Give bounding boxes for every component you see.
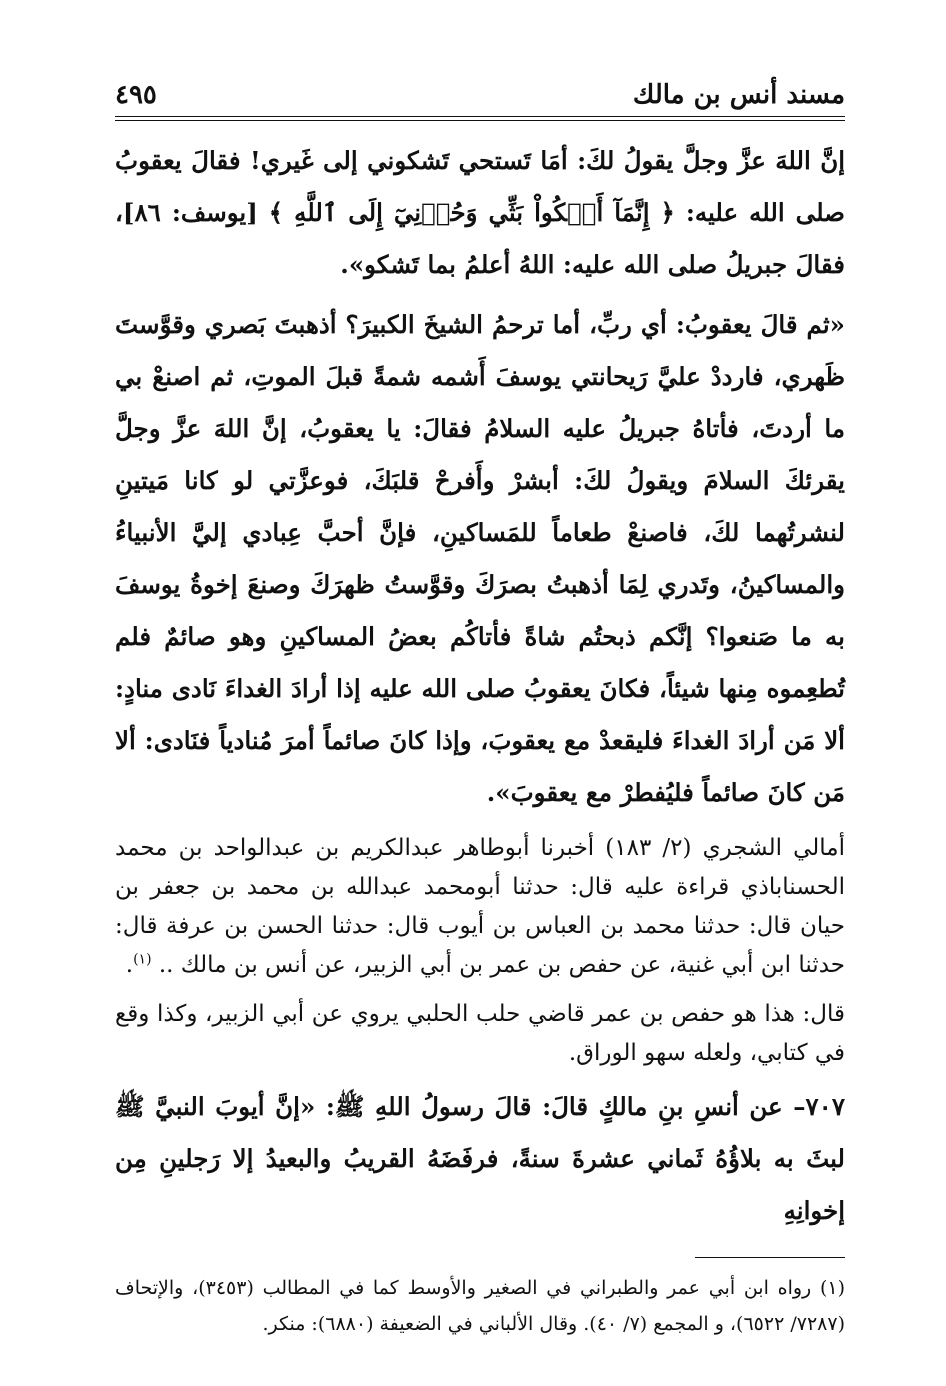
hadith-continuation-paragraph: إنَّ اللهَ عزَّ وجلَّ يقولُ لكَ: أمَا تَستحي تَشكوني إلى غَيري! فقالَ يعقوبُ صلى الله عليه: ﴿ إِنَّمَآ أَشۡكُواْ بَثِّي وَحُزۡنِيٓ إِلَى ٱللَّهِ ﴾ [يوسف: ٨٦]، فقالَ جبريلُ صلى الله عليه: اللهُ أعلمُ بما تَشكو». xyxy=(115,146,845,279)
commentary-paragraph: قال: هذا هو حفص بن عمر قاضي حلب الحلبي يروي عن أبي الزبير، وكذا وقع في كتابي، ولعله سهو الوراق. xyxy=(115,1001,845,1066)
footnote-reference: (١) xyxy=(133,951,152,968)
page-header xyxy=(115,70,845,110)
isnad-text: أمالي الشجري (٢/ ١٨٣) أخبرنا أبوطاهر عبدالكريم بن عبدالواحد بن محمد الحسناباذي قراءة عليه قال: حدثنا أبومحمد عبدالله بن محمد بن جعفر بن حيان قال: حدثنا محمد بن العباس بن أيوب قال: حدثنا الحسن بن عرفة قال: حدثنا ابن أبي غنية، عن حفص بن عمر بن أبي الزبير، عن أنس بن مالك .. xyxy=(115,835,845,978)
main-text xyxy=(115,135,845,1237)
hadith-paragraph: «ثم قالَ يعقوبُ: أي ربِّ، أما ترحمُ الشيخَ الكبيرَ؟ أذهبتَ بَصري وقوَّستَ ظَهري، فارددْ عليَّ رَيحانتي يوسفَ أَشمه شمةً قبلَ الموتِ، ثم اصنعْ بي ما أردتَ، فأتاهُ جبريلُ عليه السلامُ فقالَ: يا يعقوبُ، إنَّ اللهَ عزَّ وجلَّ يقرئكَ السلامَ ويقولُ لكَ: أبشرْ وأَفرحْ قلبَكَ، فوعزَّتي لو كانا مَيتينِ لنشرتُهما لكَ، فاصنعْ طعاماً للمَساكينِ، فإنَّ أحبَّ عِبادي إليَّ الأنبياءُ والمساكينُ، وتَدري لِمَا أذهبتُ بصرَكَ وقوَّستُ ظهرَكَ وصنعَ إخوةُ يوسفَ به ما صَنعوا؟ إنَّكم ذبحتُم شاةً فأتاكُم بعضُ المساكينِ وهو صائمٌ فلم تُطعِموه مِنها شيئاً، فكانَ يعقوبُ صلى الله عليه إذا أرادَ الغداءَ نَادى منادٍ: ألا مَن أرادَ الغداءَ فليقعدْ مع يعقوبَ، وإذا كانَ صائماً أمرَ مُنادياً فنَادى: ألا مَن كانَ صائماً فليُفطرْ مع يعقوبَ». xyxy=(115,310,845,807)
footnote-text: (١) رواه ابن أبي عمر والطبراني في الصغير والأوسط كما في المطالب (٣٤٥٣)، والإتحاف (٧٢٨٧/ ٦٥٢٢)، و المجمع (٧/ ٤٠). وقال الألباني في الضعيفة (٦٨٨٠): منكر. xyxy=(115,1277,845,1335)
page-number: ٤٩٥ xyxy=(115,80,157,110)
footnotes xyxy=(115,1270,845,1342)
footnote-rule xyxy=(695,1257,845,1258)
hadith-707-paragraph: ٧٠٧– عن أنسِ بنِ مالكٍ قالَ: قالَ رسولُ اللهِ ﷺ: «إنَّ أيوبَ النبيَّ ﷺ لبثَ به بلاؤُهُ ثَماني عشرةَ سنةً، فرفَضَهُ القريبُ والبعيدُ إلا رَجلينِ مِن إخوانِهِ xyxy=(115,1092,845,1225)
header-rule xyxy=(115,116,845,121)
footnote-1 xyxy=(115,1270,845,1342)
running-title: مسند أنس بن مالك xyxy=(632,80,845,110)
page xyxy=(115,70,845,1342)
isnad-paragraph: أمالي الشجري (٢/ ١٨٣) أخبرنا أبوطاهر عبدالكريم بن عبدالواحد بن محمد الحسناباذي قراءة عليه قال: حدثنا أبومحمد عبدالله بن محمد بن جعفر بن حيان قال: حدثنا محمد بن العباس بن أيوب قال: حدثنا الحسن بن عرفة قال: حدثنا ابن أبي غنية، عن حفص بن عمر بن أبي الزبير، عن أنس بن مالك .. $^{(١)}$. xyxy=(115,835,845,978)
